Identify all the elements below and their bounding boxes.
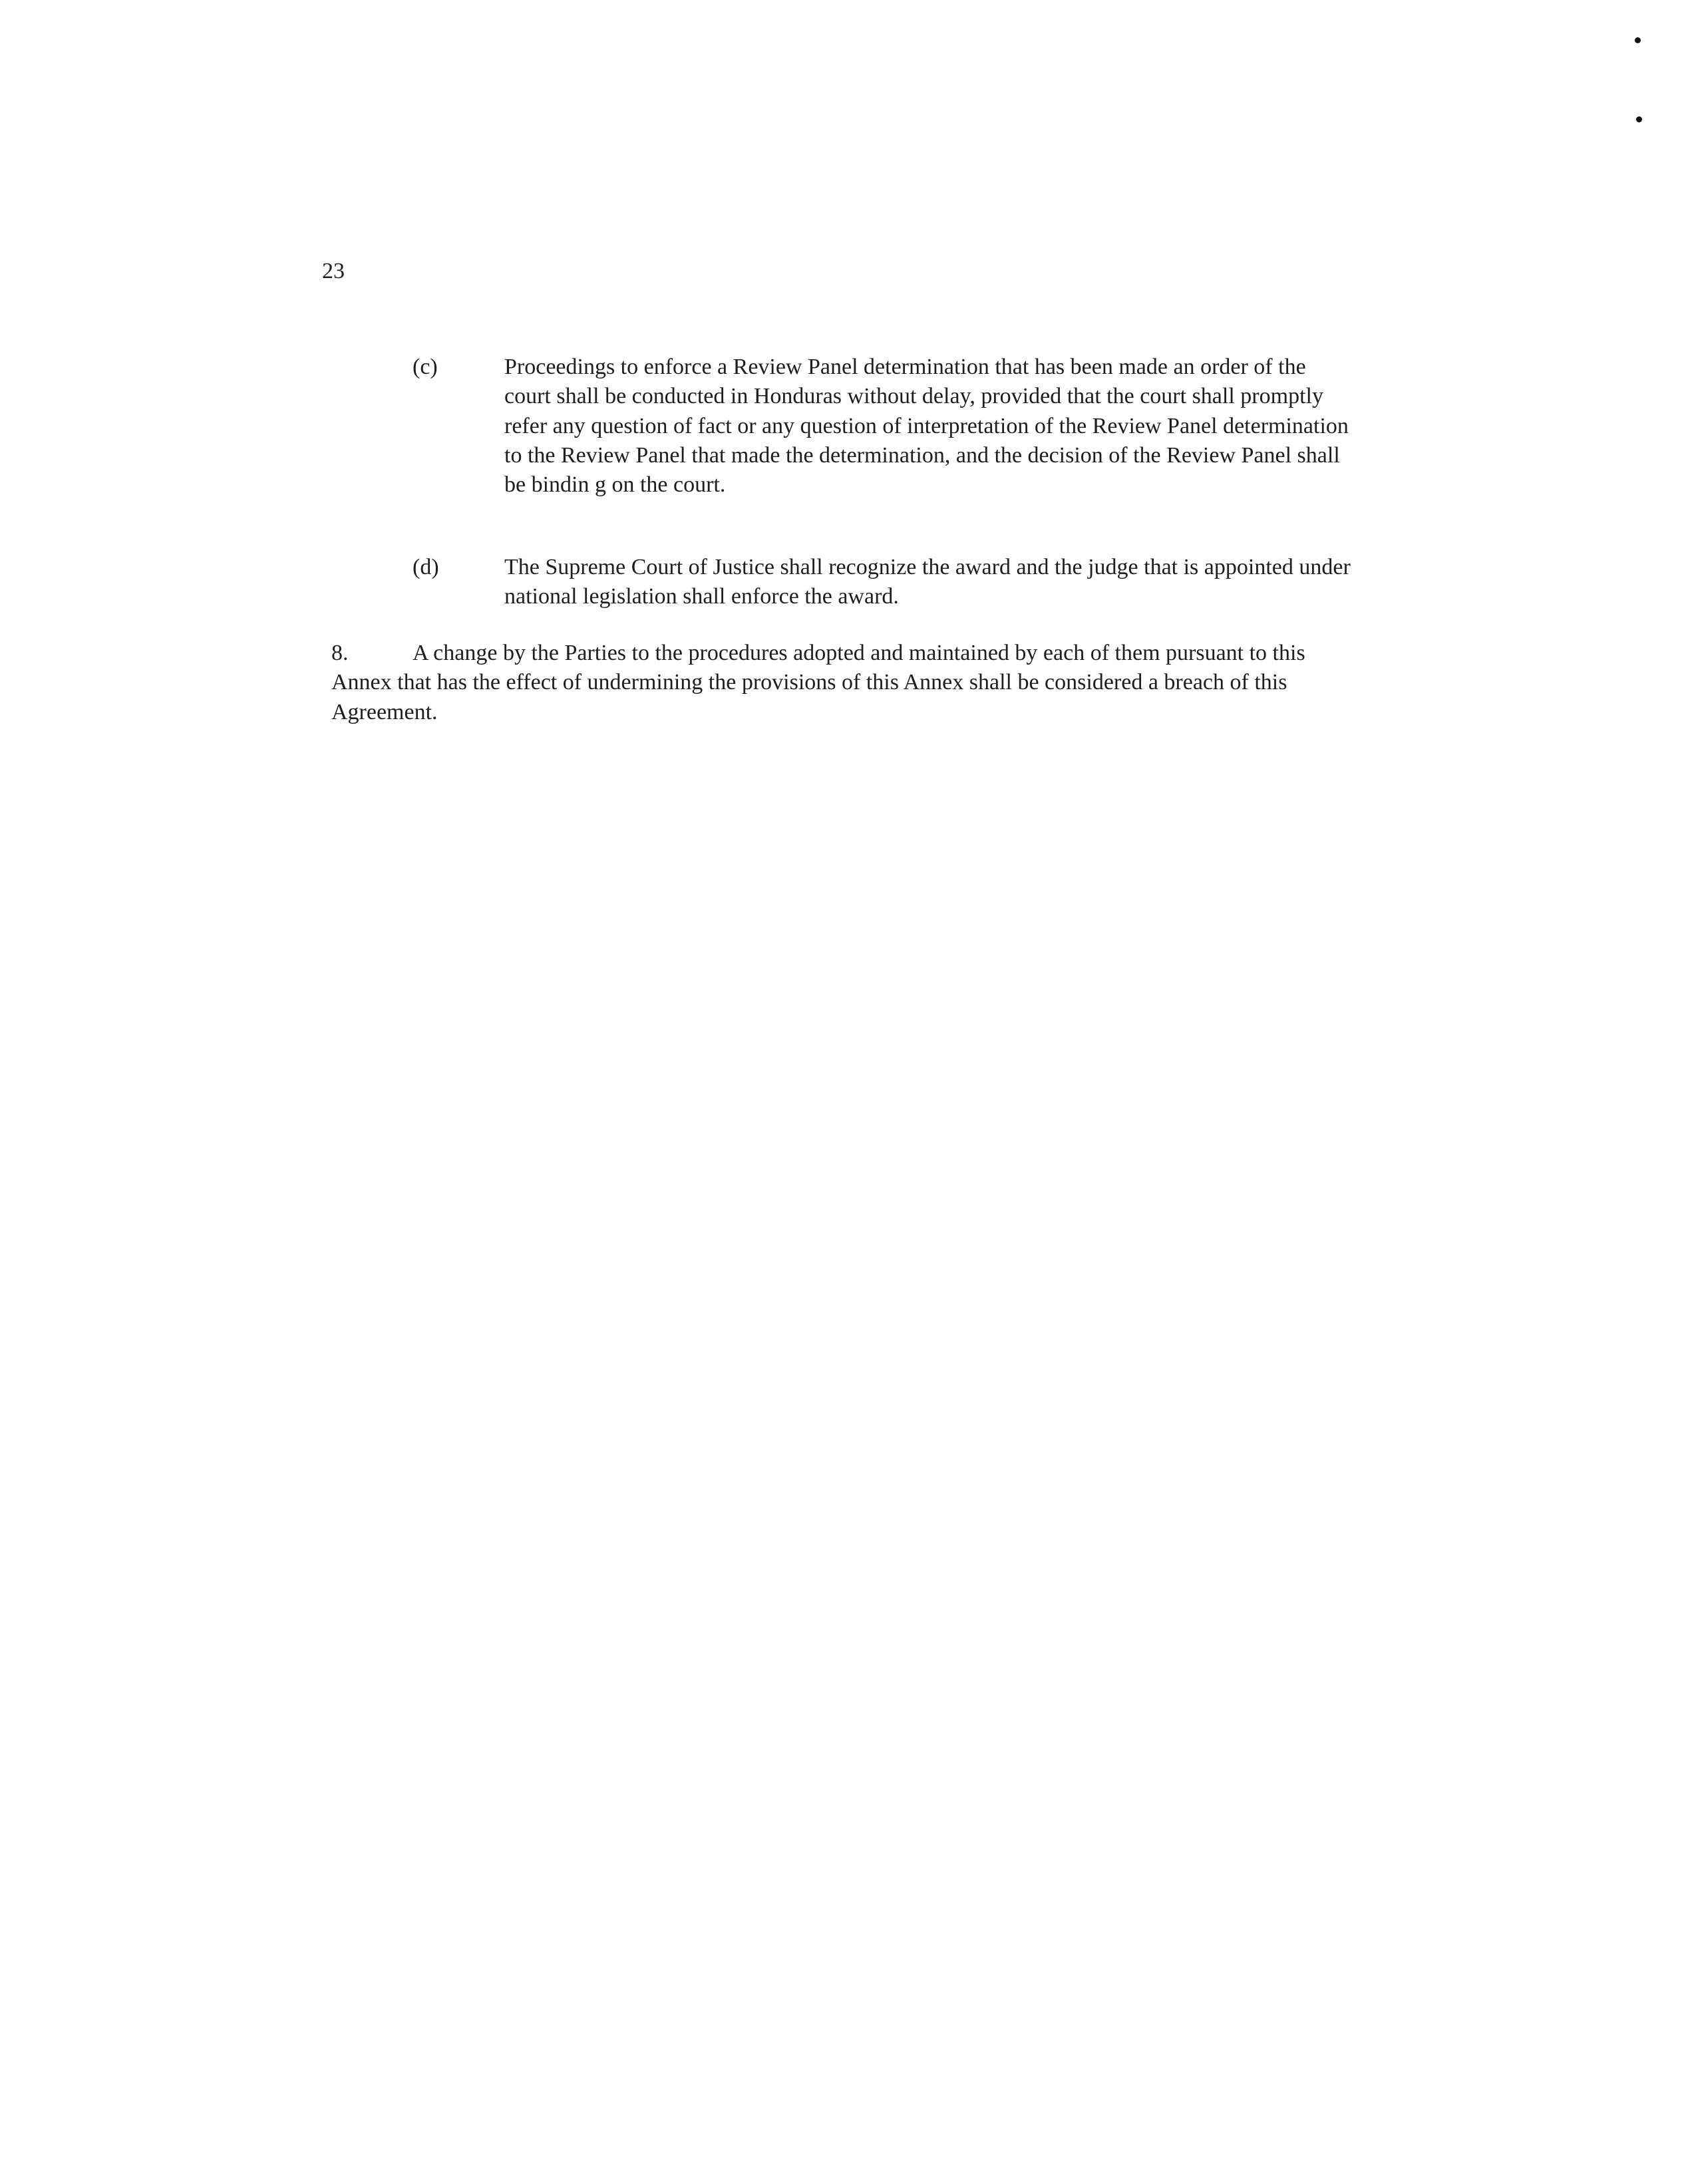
subparagraph-d — [413, 553, 1357, 612]
paragraph-8 — [331, 639, 1336, 727]
page-number: 23 — [322, 259, 345, 283]
subparagraph-label: (c) — [413, 355, 438, 379]
paragraph-number: 8. — [331, 641, 349, 665]
subparagraph-text: The Supreme Court of Justice shall recognize the award and the judge that is appointed under national legislation shall enforce the award. — [504, 555, 1351, 609]
scan-mark — [1635, 37, 1641, 43]
paragraph-text: A change by the Parties to the procedures adopted and maintained by each of them pursuant to this Annex that has the effect of undermining the provisions of this Annex shall be considered a breach of this Agreement. — [331, 641, 1305, 724]
scan-mark — [1636, 116, 1642, 122]
subparagraph-text: Proceedings to enforce a Review Panel determination that has been made an order of the court shall be conducted in Honduras without delay, provided that the court shall promptly refer any question of fact or any question of interpretation of the Review Panel determination to the Review Panel that made the determination, and the decision of the Review Panel shall be bindin g on the court. — [504, 355, 1349, 498]
subparagraph-c — [413, 353, 1357, 500]
subparagraph-label: (d) — [413, 555, 439, 579]
